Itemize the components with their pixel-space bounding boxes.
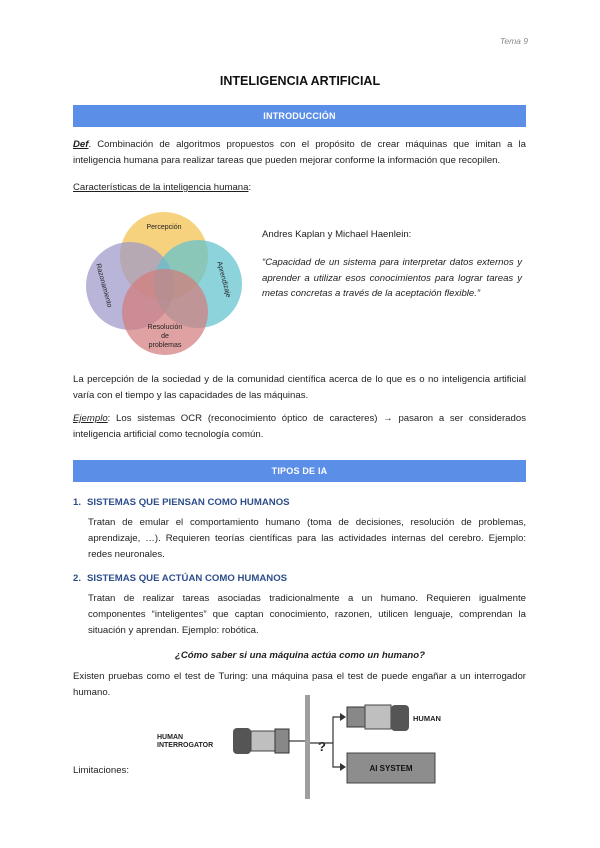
type-heading-2: 2. SISTEMAS QUE ACTÚAN COMO HUMANOS — [73, 573, 288, 584]
type-text-1: Tratan de emular el comportamiento humano (toma de decisiones, resolución de problemas, aprendizaje, …). Requieren teorías científicas para las actividades internas del cerebro. Ejemplo: redes neuronales. — [88, 517, 526, 560]
human-figure — [347, 705, 409, 731]
interrogator-label-2: INTERROGATOR — [157, 742, 214, 749]
example-text: : Los sistemas OCR (reconocimiento óptico de caracteres) → pasaron a ser considerados inteligencia artificial como tecnología común. — [73, 413, 526, 440]
venn-label-resolucion-1: Resolución — [147, 324, 183, 331]
definition-paragraph — [73, 137, 526, 169]
type-text-2: Tratan de realizar tareas asociadas tradicionalmente a un humano. Requieren igualmente componentes “inteligentes” que captan conocimiento, razonen, utilicen lenguaje, comprendan la situación y aprendan. Ejemplo: robótica. — [88, 593, 526, 636]
section-bar-introduccion: INTRODUCCIÓN — [73, 105, 526, 127]
quote-author: Andres Kaplan y Michael Haenlein: — [262, 229, 412, 240]
venn-label-resolucion-2: de — [161, 333, 169, 340]
interrogator-label-1: HUMAN — [157, 734, 184, 741]
venn-label-percepcion: Percepción — [146, 224, 182, 231]
limitations-label: Limitaciones: — [73, 765, 129, 776]
venn-diagram — [80, 208, 245, 358]
characteristics-label: Características de la inteligencia humana — [73, 182, 249, 193]
perception-paragraph: La percepción de la sociedad y de la comunidad científica acerca de lo que es o no inteligencia artificial varía con el tiempo y las capacidades de las máquinas. — [73, 374, 526, 401]
characteristics-heading: Características de la inteligencia humana: — [73, 182, 252, 193]
arrow-to-human — [333, 717, 343, 743]
example-paragraph — [73, 411, 526, 443]
section-bar-tipos: TIPOS DE IA — [73, 460, 526, 482]
ai-system-label: AI SYSTEM — [369, 764, 413, 773]
type-heading-1: 1. SISTEMAS QUE PIENSAN COMO HUMANOS — [73, 497, 290, 508]
human-label: HUMAN — [413, 714, 441, 723]
separating-wall — [305, 695, 310, 799]
venn-label-aprendizaje: Aprendizaje — [215, 260, 232, 299]
quote-text: “Capacidad de un sistema para interpretar datos externos y aprender a utilizar esos conocimientos para lograr tareas y metas concretas a través de la aceptación flexible.” — [262, 257, 522, 299]
turing-paragraph: Existen pruebas como el test de Turing: una máquina pasa el test de puede engañar a un interrogador humano. — [73, 671, 526, 698]
venn-label-resolucion-3: problemas — [148, 342, 182, 349]
definition-label: Def — [73, 139, 89, 150]
example-label: Ejemplo — [73, 413, 108, 424]
definition-text: . Combinación de algoritmos propuestos con el propósito de crear máquinas que imitan a la inteligencia humana para realizar tareas que pueden mejorar conforme la información que recopilen. — [73, 139, 526, 166]
arrow-to-ai — [333, 743, 343, 767]
turing-question: ¿Cómo saber si una máquina actúa como un humano? — [174, 650, 425, 661]
document-title: INTELIGENCIA ARTIFICIAL — [219, 74, 381, 88]
interrogator-figure — [233, 728, 305, 754]
question-mark: ? — [318, 739, 326, 754]
turing-test-diagram — [155, 695, 445, 800]
venn-label-razonamiento: Razonamiento — [94, 262, 113, 309]
page-label: Tema 9 — [499, 36, 528, 46]
